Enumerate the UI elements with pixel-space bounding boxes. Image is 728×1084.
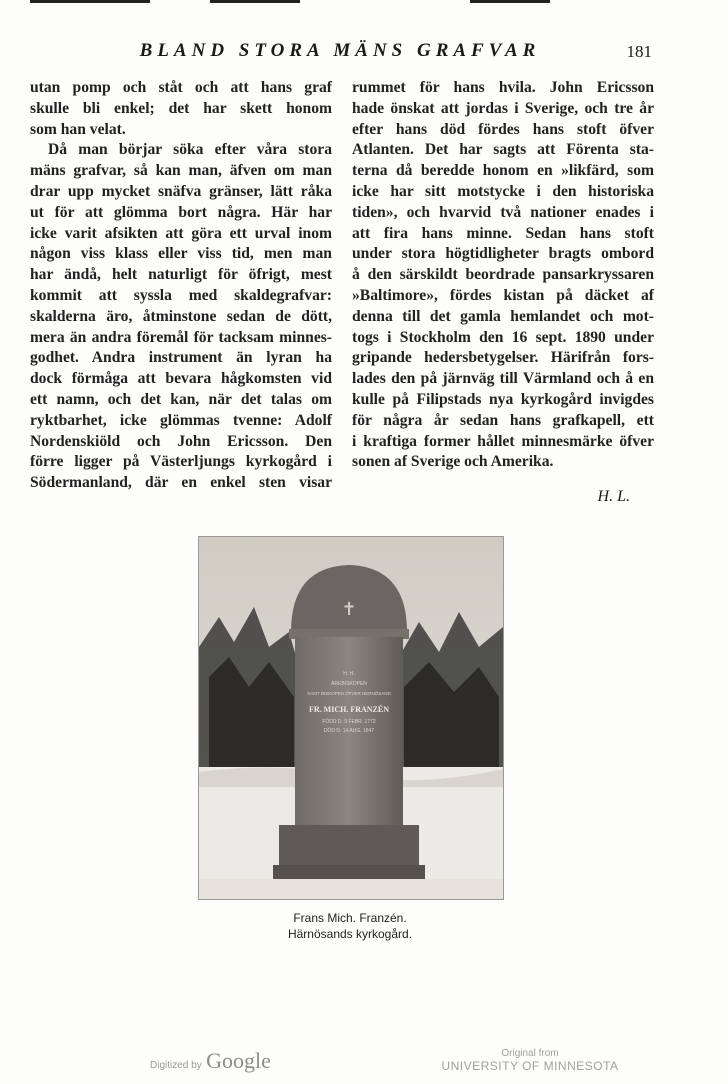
right-column xyxy=(352,78,654,473)
text-line: terna då beredde honom en »likfärd, som xyxy=(352,162,654,180)
text-line: skulle bli enkel; det har skett honom xyxy=(30,99,332,117)
text-line: drar upp mycket snäfva gränser, lätt råka xyxy=(30,182,332,200)
inscription-line: H. H. xyxy=(343,671,355,677)
text-line: förre ligger på Västerljungs kyrkogård i xyxy=(30,453,332,471)
university-label: UNIVERSITY OF MINNESOTA xyxy=(441,1059,619,1073)
digitized-by-label: Digitized by xyxy=(150,1060,202,1071)
text-line: har ändå, helt naturligt för öfrigt, mest xyxy=(30,266,332,284)
text-line: skalderna äro, åtminstone sedan de dött, xyxy=(30,307,332,325)
text-line: mera än andra föremål för tacksam minnes- xyxy=(30,328,332,346)
page-number: 181 xyxy=(626,42,652,61)
text-line: under stora högtidligheter bragts ombord xyxy=(352,245,654,263)
inscription-line: ÄREBISKOPEN xyxy=(331,681,367,687)
text-line: »Baltimore», fördes kistan på däcket af xyxy=(352,286,654,304)
text-line: Nordenskiöld och John Ericsson. Den xyxy=(30,432,332,450)
text-line: dock förmåga att bevara hågkomsten vid xyxy=(30,370,332,388)
photo-caption xyxy=(198,910,502,942)
text-line: som han velat. xyxy=(30,120,126,138)
text-line: att fira hans minne. Sedan hans stoft xyxy=(352,224,654,242)
inscription-name: FR. MICH. FRANZÉN xyxy=(309,705,389,714)
inscription-line: DÖD D. 14 AUG. 1847 xyxy=(323,728,375,734)
original-from-watermark xyxy=(440,1048,620,1073)
text-line: å den särskildt beordrade pansarkryssaren xyxy=(352,266,654,284)
top-rule-left xyxy=(30,0,150,3)
text-line: i kraftiga former hållet minnesmärke öfver xyxy=(352,432,654,450)
text-line: ut för att glömma bort några. Här har xyxy=(30,203,332,221)
text-line: tiden», och hvarvid två nationer enades i xyxy=(352,203,654,221)
text-line: för några år sedan hans grafkapell, ett xyxy=(352,411,654,429)
text-line: icke har sitt motstycke i den historiska xyxy=(352,182,654,200)
inscription-line: FÖDD D. 9 FEBR. 1772 xyxy=(322,719,376,725)
text-line: Då man börjar söka efter våra stora xyxy=(48,141,332,159)
digitized-by-watermark xyxy=(150,1048,290,1074)
text-line: någon viss klass eller viss tid, men man xyxy=(30,245,332,263)
stone-plinth xyxy=(273,865,425,879)
text-line: mäns grafvar, så kan man, äfven om man xyxy=(30,162,332,180)
text-line: lades den på järnväg till Värmland och å en xyxy=(352,370,654,388)
gravestone-illustration xyxy=(199,537,503,899)
text-line: icke varit afsikten att göra ett urval inom xyxy=(30,224,332,242)
text-line: ryktbarhet, icke glömmas tvenne: Adolf xyxy=(30,411,332,429)
left-column xyxy=(30,78,332,494)
text-line: Södermanland, där en enkel sten visar xyxy=(30,474,332,492)
top-rule-center xyxy=(210,0,300,3)
text-line: togs i Stockholm den 16 sept. 1890 under xyxy=(352,328,654,346)
author-signature: H. L. xyxy=(597,488,630,505)
text-line: godhet. Andra instrument än lyran ha xyxy=(30,349,332,367)
running-header-title: BLAND STORA MÄNS GRAFVAR xyxy=(139,40,541,61)
text-line: rummet för hans hvila. John Ericsson xyxy=(352,79,654,96)
text-line: sonen af Sverige och Amerika. xyxy=(352,453,554,471)
top-rule-right xyxy=(470,0,550,3)
text-line: utan pomp och ståt och att hans graf xyxy=(30,79,332,96)
text-line: efter hans död fördes hans stoft öfver xyxy=(352,120,654,138)
caption-place: Härnösands kyrkogård. xyxy=(287,927,413,941)
caption-name: Frans Mich. Franzén. xyxy=(293,911,407,925)
google-logo: Google xyxy=(206,1048,271,1073)
inscription-line: SAMT BISKOPEN ÖFVER HERNÖSAND xyxy=(307,691,391,696)
text-line: denna till det gamla hemlandet och mot- xyxy=(352,307,654,325)
text-line: hade önskat att jordas i Sverige, och tre år xyxy=(352,99,654,117)
gravestone-photo xyxy=(198,536,504,900)
stone-base xyxy=(279,825,419,869)
cross-icon: ✝ xyxy=(341,599,357,620)
text-line: Atlanten. Det har sagts att Förenta sta- xyxy=(352,141,654,159)
snow-foreground xyxy=(199,879,503,899)
text-line: kommit att syssla med skaldegrafvar: xyxy=(30,286,332,304)
text-line: kulle på Filipstads nya kyrkogård invigdes xyxy=(352,390,654,408)
text-line: gripande hedersbetygelser. Härifrån fors- xyxy=(352,349,654,367)
original-from-label: Original from xyxy=(501,1048,559,1059)
text-line: ett namn, och det kan, när det talas om xyxy=(30,390,332,408)
